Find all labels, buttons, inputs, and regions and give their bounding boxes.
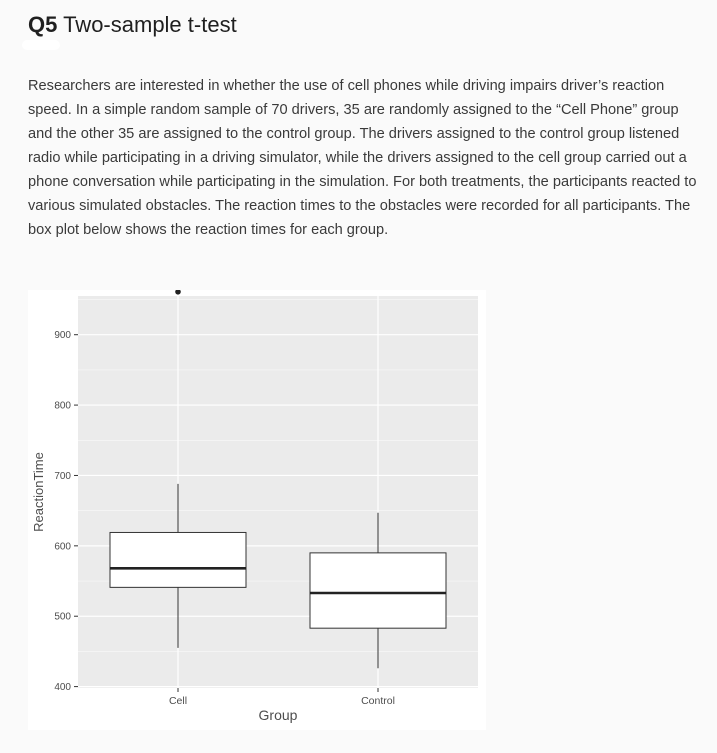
box-plot-card bbox=[28, 290, 486, 730]
y-axis-title: ReactionTime bbox=[31, 452, 46, 532]
x-tick-label: Cell bbox=[168, 695, 188, 707]
x-tick-label: Control bbox=[361, 695, 395, 707]
y-tick-label: 700 bbox=[54, 470, 71, 482]
box-plot bbox=[28, 290, 486, 730]
y-tick-label: 500 bbox=[54, 611, 71, 623]
interquartile-box bbox=[310, 553, 446, 628]
page-title bbox=[28, 10, 237, 40]
question-title: Two-sample t-test bbox=[63, 12, 237, 37]
question-body-text: Researchers are interested in whether the use of cell phones while driving impairs driver’s reaction speed. In a simple random sample of 70 drivers, 35 are randomly assigned to the “Cell Phone” group and the other 35 are assigned to the control group. The drivers assigned to the control group listened radio while participating in a driving simulator, while the drivers assigned to the cell group carried out a phone conversation while participating in the simulation. For both treatments, the participants reacted to various simulated obstacles. The reaction times to the obstacles were recorded for all participants. The box plot below shows the reaction times for each group. bbox=[28, 78, 697, 238]
question-header bbox=[28, 10, 237, 40]
y-tick-label: 400 bbox=[54, 682, 71, 694]
interquartile-box bbox=[110, 532, 246, 587]
title-underline-decoration bbox=[22, 40, 60, 50]
plot-panel bbox=[78, 296, 478, 688]
y-tick-label: 600 bbox=[54, 541, 71, 553]
x-axis-title: Group bbox=[258, 707, 298, 723]
y-tick-label: 800 bbox=[54, 400, 71, 412]
y-tick-label: 900 bbox=[54, 330, 71, 342]
question-number: Q5 bbox=[28, 12, 58, 37]
